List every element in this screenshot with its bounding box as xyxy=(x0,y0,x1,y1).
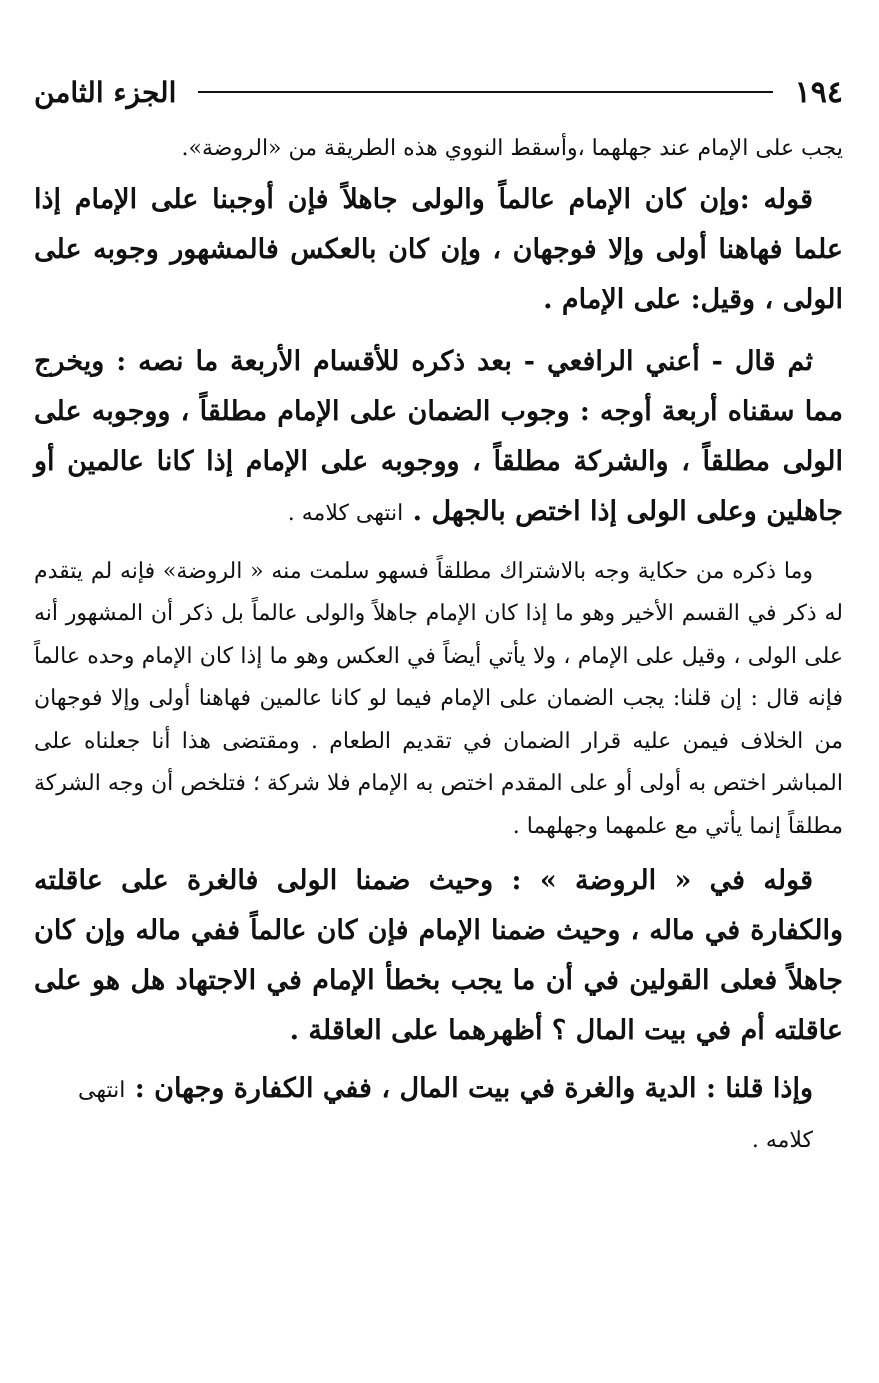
paragraph-3 xyxy=(34,337,843,539)
paragraph-6-tail-end: كلامه . xyxy=(751,1128,813,1153)
paragraph-3-text: ثم قال - أعني الرافعي - بعد ذكره للأقسام الأربعة ما نصه : ويخرج مما سقناه أربعة أوجه : وجوب الضمان على الإمام مطلقاً ، ووجوبه على الولى مطلقاً ، والشركة مطلقاً ، ووجوبه على الإمام إذا كانا عالمين أو جاهلين وعلى الولى إذا اختص بالجهل . xyxy=(34,345,843,527)
paragraph-6-text: وإذا قلنا : الدية والغرة في بيت المال ، ففي الكفارة وجهان : xyxy=(134,1073,813,1104)
paragraph-6 xyxy=(34,1064,843,1166)
part-title: الجزء الثامن xyxy=(34,75,177,109)
paragraph-5: قوله في « الروضة » : وحيث ضمنا الولى فالغرة على عاقلته والكفارة في ماله ، وحيث ضمنا الإمام فإن كان عالماً ففي ماله وإن كان جاهلاً فعلى القولين في أن ما يجب بخطأ الإمام في الاجتهاد هل هو على عاقلته أم في بيت المال ؟ أظهرهما على العاقلة . xyxy=(34,865,843,1046)
page-body xyxy=(34,128,843,1166)
paragraph-3-tail: انتهى كلامه . xyxy=(287,500,404,526)
header-rule xyxy=(198,91,772,93)
paragraph-4: وما ذكره من حكاية وجه بالاشتراك مطلقاً فسهو سلمت منه « الروضة» فإنه لم يتقدم له ذكر في القسم الأخير وهو ما إذا كان الإمام جاهلاً والولى عالماً بل ذكر أن المشهور أنه على الولى ، وقيل على الإمام ، ولا يأتي أيضاً في العكس وهو ما إذا كان الإمام وحده عالماً فإنه قال : إن قلنا: يجب الضمان على الإمام فيما لو كانا عالمين فهاهنا أولى وإلا فوجهان من الخلاف فيمن عليه قرار الضمان في تقديم الطعام . ومقتضى هذا أنا جعلناه على المباشر اختص به أولى أو على المقدم اختص به الإمام فلا شركة ؛ فتلخص أن وجه الشركة مطلقاً إنما يأتي مع علمهما وجهلهما . xyxy=(34,558,843,839)
paragraph-1: يجب على الإمام عند جهلهما ،وأسقط النووي هذه الطريقة من «الروضة». xyxy=(181,136,843,161)
page-header xyxy=(34,70,843,114)
paragraph-6-tail-start: انتهى xyxy=(78,1078,126,1103)
paragraph-2: قوله :وإن كان الإمام عالماً والولى جاهلاً فإن أوجبنا على الإمام إذا علما فهاهنا أولى وإلا فوجهان ، وإن كان بالعكس فالمشهور وجوبه على الولى ، وقيل: على الإمام . xyxy=(34,183,843,315)
page-number: ١٩٤ xyxy=(794,74,843,110)
